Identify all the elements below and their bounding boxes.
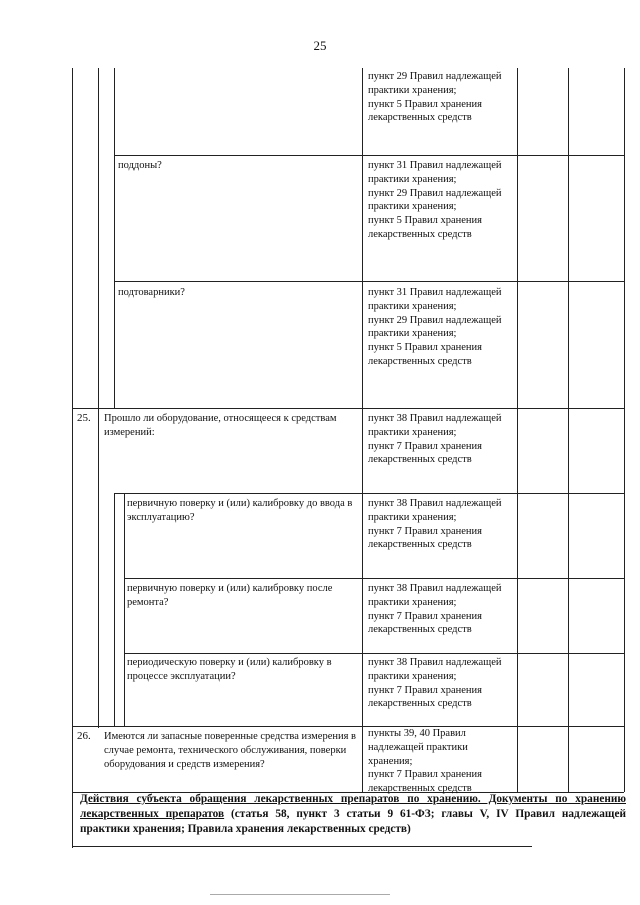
reference-cell: пункт 31 Правил надлежащей практики хранения; пункт 29 Правил надлежащей практики хранения; пункт 5 Правил хранения лекарственных средств [368, 287, 502, 367]
table-border-left [72, 68, 73, 848]
table-col-divider [98, 68, 99, 408]
table-col-divider [114, 493, 115, 726]
scan-mark [210, 894, 390, 895]
reference-cell: пункт 29 Правил надлежащей практики хранения; пункт 5 Правил хранения лекарственных средств [368, 71, 502, 124]
section-heading [80, 792, 626, 837]
table-row-divider [72, 408, 624, 409]
page-number: 25 [313, 38, 327, 53]
table-col-divider [568, 68, 569, 792]
question-cell: первичную поверку и (или) калибровку до ввода в эксплуатацию? [127, 498, 353, 523]
table-row-divider [72, 726, 624, 727]
table-col-divider [362, 68, 363, 792]
table-col-divider [124, 493, 125, 726]
table-col-divider [517, 68, 518, 792]
section-heading-underlined: Действия субъекта обращения лекарственных препаратов по хранению. Документы по хранению лекарственных препаратов [80, 793, 626, 820]
question-cell: поддоны? [118, 160, 162, 171]
reference-cell: пункт 38 Правил надлежащей практики хранения; пункт 7 Правил хранения лекарственных средств [368, 657, 502, 710]
table-row-divider [124, 578, 624, 579]
table-col-divider [114, 68, 115, 408]
question-cell: периодическую поверку и (или) калибровку в процессе эксплуатации? [127, 657, 332, 682]
question-cell: подтоварники? [118, 287, 185, 298]
reference-cell: пункт 38 Правил надлежащей практики хранения; пункт 7 Правил хранения лекарственных средств [368, 583, 502, 636]
table-row-divider [114, 155, 624, 156]
table-col-divider [98, 408, 99, 728]
table-row-divider [124, 653, 624, 654]
table-border-bottom [72, 846, 532, 847]
row-number: 26. [77, 730, 91, 742]
table-row-divider [114, 281, 624, 282]
reference-cell: пункт 38 Правил надлежащей практики хранения; пункт 7 Правил хранения лекарственных средств [368, 413, 502, 466]
question-cell: Имеются ли запасные поверенные средства измерения в случае ремонта, технического обслуживания, поверки оборудования и средств измерения? [104, 731, 357, 770]
table-border-right [624, 68, 625, 792]
reference-cell: пункт 38 Правил надлежащей практики хранения; пункт 7 Правил хранения лекарственных средств [368, 498, 502, 551]
row-number: 25. [77, 412, 91, 424]
table-row-divider [114, 493, 624, 494]
section-heading-rest: (статья 58, пункт 3 статьи 9 61-ФЗ; главы V, IV Правил надлежащей практики хранения; Правила хранения лекарственных средств) [80, 808, 626, 835]
question-cell: первичную поверку и (или) калибровку после ремонта? [127, 583, 333, 608]
reference-cell: пункты 39, 40 Правил надлежащей практики хранения; пункт 7 Правил хранения лекарственных средств [368, 728, 482, 795]
question-cell: Прошло ли оборудование, относящееся к средствам измерений: [104, 413, 337, 438]
reference-cell: пункт 31 Правил надлежащей практики хранения; пункт 29 Правил надлежащей практики хранения; пункт 5 Правил хранения лекарственных средств [368, 160, 502, 240]
